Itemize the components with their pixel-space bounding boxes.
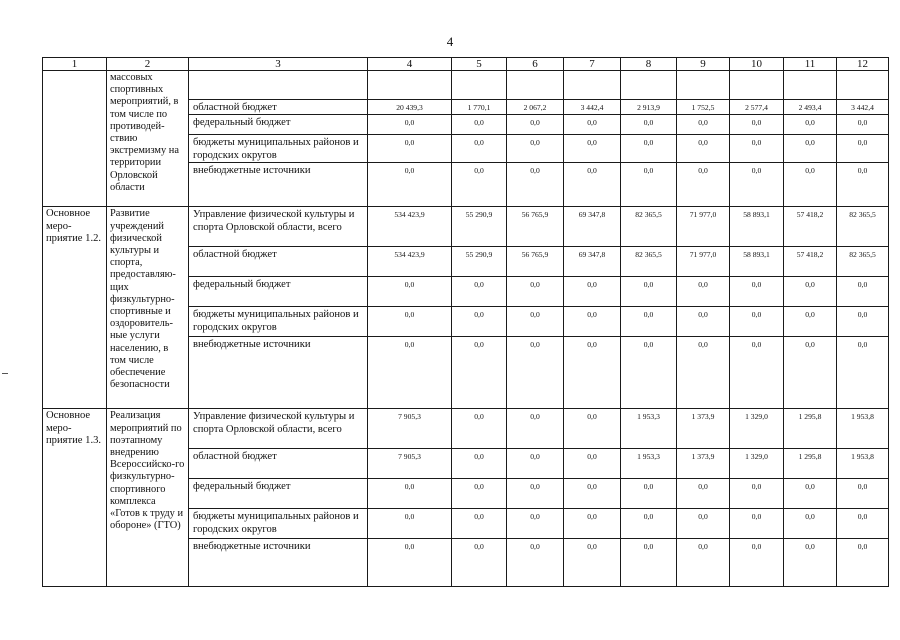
column-header: 5	[452, 58, 507, 71]
funding-source-cell: областной бюджет	[189, 449, 368, 479]
amount-cell: 0,0	[368, 115, 452, 135]
amount-cell: 0,0	[452, 135, 507, 163]
funding-source-cell: внебюджетные источники	[189, 163, 368, 207]
amount-cell: 0,0	[507, 337, 564, 409]
amount-cell: 0,0	[564, 479, 621, 509]
amount-cell: 20 439,3	[368, 100, 452, 115]
amount-cell	[730, 71, 784, 100]
amount-cell: 0,0	[368, 307, 452, 337]
amount-cell: 71 977,0	[677, 247, 730, 277]
activity-name-cell: Реализация мероприятий по поэтапному внедрению Всероссийско-го физкультурно-спортивного комплекса «Готов к труду и обороне» (ГТО)	[107, 409, 189, 587]
amount-cell: 0,0	[564, 277, 621, 307]
amount-cell: 0,0	[507, 479, 564, 509]
column-header: 12	[837, 58, 889, 71]
amount-cell: 0,0	[677, 277, 730, 307]
table-row	[43, 409, 889, 449]
amount-cell: 0,0	[507, 449, 564, 479]
amount-cell: 0,0	[677, 115, 730, 135]
activity-name-cell: массовых спортивных мероприятий, в том числе по противодей-ствию экстремизму на территории Орловской области	[107, 71, 189, 207]
amount-cell: 55 290,9	[452, 247, 507, 277]
amount-cell: 0,0	[784, 163, 837, 207]
amount-cell: 0,0	[368, 277, 452, 307]
amount-cell: 0,0	[368, 509, 452, 539]
amount-cell: 0,0	[730, 163, 784, 207]
amount-cell: 82 365,5	[837, 207, 889, 247]
amount-cell: 0,0	[507, 409, 564, 449]
amount-cell: 1 295,8	[784, 449, 837, 479]
amount-cell: 0,0	[621, 163, 677, 207]
funding-source-cell: федеральный бюджет	[189, 277, 368, 307]
table-row	[43, 71, 889, 100]
activity-code-cell: Основное меро-приятие 1.2.	[43, 207, 107, 409]
column-header: 6	[507, 58, 564, 71]
amount-cell: 57 418,2	[784, 247, 837, 277]
amount-cell: 2 577,4	[730, 100, 784, 115]
funding-source-cell: Управление физической культуры и спорта Орловской области, всего	[189, 207, 368, 247]
column-header: 3	[189, 58, 368, 71]
amount-cell: 0,0	[564, 115, 621, 135]
amount-cell	[368, 71, 452, 100]
header-row	[43, 58, 889, 71]
amount-cell: 1 373,9	[677, 449, 730, 479]
amount-cell: 0,0	[564, 163, 621, 207]
column-header: 11	[784, 58, 837, 71]
amount-cell: 0,0	[677, 163, 730, 207]
amount-cell: 0,0	[730, 307, 784, 337]
amount-cell: 71 977,0	[677, 207, 730, 247]
amount-cell: 0,0	[452, 115, 507, 135]
amount-cell: 3 442,4	[837, 100, 889, 115]
amount-cell: 1 770,1	[452, 100, 507, 115]
amount-cell: 0,0	[677, 135, 730, 163]
amount-cell	[564, 71, 621, 100]
amount-cell: 0,0	[452, 539, 507, 587]
amount-cell: 0,0	[507, 163, 564, 207]
amount-cell: 0,0	[621, 509, 677, 539]
table-body	[43, 58, 889, 587]
amount-cell: 0,0	[368, 479, 452, 509]
activity-name-cell: Развитие учреждений физической культуры и спорта, предоставляю-щих физкультурно-спортивные и оздоровитель-ные услуги населению, в том числе обеспечение безопасности	[107, 207, 189, 409]
amount-cell: 0,0	[621, 135, 677, 163]
amount-cell: 0,0	[452, 337, 507, 409]
amount-cell: 1 295,8	[784, 409, 837, 449]
amount-cell: 0,0	[837, 135, 889, 163]
amount-cell: 0,0	[837, 307, 889, 337]
amount-cell: 0,0	[730, 539, 784, 587]
amount-cell: 0,0	[368, 163, 452, 207]
amount-cell: 0,0	[621, 337, 677, 409]
amount-cell: 0,0	[368, 337, 452, 409]
amount-cell: 1 373,9	[677, 409, 730, 449]
amount-cell: 0,0	[452, 277, 507, 307]
amount-cell: 7 905,3	[368, 409, 452, 449]
amount-cell: 0,0	[564, 449, 621, 479]
amount-cell: 0,0	[621, 479, 677, 509]
amount-cell: 0,0	[452, 307, 507, 337]
amount-cell: 0,0	[507, 509, 564, 539]
amount-cell	[621, 71, 677, 100]
amount-cell	[677, 71, 730, 100]
amount-cell: 1 953,8	[837, 449, 889, 479]
amount-cell: 0,0	[784, 509, 837, 539]
amount-cell: 1 752,5	[677, 100, 730, 115]
amount-cell: 0,0	[730, 135, 784, 163]
amount-cell: 0,0	[564, 135, 621, 163]
funding-source-cell: федеральный бюджет	[189, 479, 368, 509]
amount-cell: 0,0	[784, 307, 837, 337]
amount-cell: 0,0	[452, 449, 507, 479]
funding-source-cell: федеральный бюджет	[189, 115, 368, 135]
amount-cell: 2 493,4	[784, 100, 837, 115]
amount-cell	[784, 71, 837, 100]
amount-cell: 0,0	[677, 337, 730, 409]
funding-source-cell	[189, 71, 368, 100]
amount-cell: 1 953,3	[621, 449, 677, 479]
amount-cell: 0,0	[507, 277, 564, 307]
amount-cell: 0,0	[837, 115, 889, 135]
amount-cell: 0,0	[784, 115, 837, 135]
amount-cell: 82 365,5	[621, 247, 677, 277]
funding-source-cell: бюджеты муниципальных районов и городских округов	[189, 135, 368, 163]
column-header: 2	[107, 58, 189, 71]
amount-cell: 0,0	[730, 277, 784, 307]
amount-cell: 0,0	[507, 115, 564, 135]
amount-cell: 0,0	[452, 409, 507, 449]
funding-source-cell: областной бюджет	[189, 100, 368, 115]
amount-cell: 0,0	[837, 479, 889, 509]
funding-source-cell: областной бюджет	[189, 247, 368, 277]
amount-cell: 0,0	[564, 539, 621, 587]
amount-cell: 0,0	[452, 509, 507, 539]
amount-cell: 0,0	[368, 135, 452, 163]
funding-source-cell: Управление физической культуры и спорта Орловской области, всего	[189, 409, 368, 449]
amount-cell: 0,0	[677, 307, 730, 337]
column-header: 9	[677, 58, 730, 71]
amount-cell: 0,0	[564, 307, 621, 337]
amount-cell: 1 329,0	[730, 409, 784, 449]
budget-table	[42, 57, 889, 587]
amount-cell: 0,0	[784, 337, 837, 409]
amount-cell: 534 423,9	[368, 207, 452, 247]
amount-cell: 57 418,2	[784, 207, 837, 247]
amount-cell: 0,0	[730, 479, 784, 509]
amount-cell: 3 442,4	[564, 100, 621, 115]
amount-cell: 0,0	[452, 479, 507, 509]
amount-cell: 0,0	[621, 277, 677, 307]
amount-cell: 0,0	[784, 277, 837, 307]
amount-cell: 1 953,3	[621, 409, 677, 449]
amount-cell	[837, 71, 889, 100]
amount-cell: 0,0	[730, 337, 784, 409]
activity-code-cell	[43, 71, 107, 207]
amount-cell: 1 953,8	[837, 409, 889, 449]
amount-cell: 0,0	[837, 509, 889, 539]
activity-code-cell: Основное меро-приятие 1.3.	[43, 409, 107, 587]
amount-cell: 0,0	[452, 163, 507, 207]
table-row	[43, 207, 889, 247]
amount-cell: 0,0	[677, 509, 730, 539]
amount-cell: 82 365,5	[837, 247, 889, 277]
margin-mark	[2, 373, 8, 374]
amount-cell: 0,0	[621, 539, 677, 587]
amount-cell: 0,0	[784, 479, 837, 509]
amount-cell: 0,0	[730, 115, 784, 135]
amount-cell: 82 365,5	[621, 207, 677, 247]
amount-cell: 0,0	[368, 539, 452, 587]
amount-cell: 0,0	[507, 539, 564, 587]
column-header: 4	[368, 58, 452, 71]
amount-cell: 0,0	[837, 163, 889, 207]
column-header: 1	[43, 58, 107, 71]
column-header: 7	[564, 58, 621, 71]
amount-cell	[507, 71, 564, 100]
amount-cell: 1 329,0	[730, 449, 784, 479]
page-number: 4	[446, 34, 454, 49]
amount-cell: 69 347,8	[564, 247, 621, 277]
amount-cell: 2 067,2	[507, 100, 564, 115]
amount-cell: 0,0	[621, 115, 677, 135]
funding-source-cell: внебюджетные источники	[189, 337, 368, 409]
amount-cell: 0,0	[564, 409, 621, 449]
amount-cell: 0,0	[730, 509, 784, 539]
amount-cell: 0,0	[507, 307, 564, 337]
amount-cell: 56 765,9	[507, 247, 564, 277]
amount-cell: 0,0	[507, 135, 564, 163]
amount-cell: 0,0	[784, 539, 837, 587]
amount-cell: 0,0	[837, 337, 889, 409]
funding-source-cell: бюджеты муниципальных районов и городских округов	[189, 509, 368, 539]
amount-cell: 58 893,1	[730, 247, 784, 277]
amount-cell	[452, 71, 507, 100]
amount-cell: 0,0	[677, 539, 730, 587]
amount-cell: 534 423,9	[368, 247, 452, 277]
column-header: 10	[730, 58, 784, 71]
amount-cell: 56 765,9	[507, 207, 564, 247]
amount-cell: 2 913,9	[621, 100, 677, 115]
amount-cell: 0,0	[784, 135, 837, 163]
amount-cell: 0,0	[564, 509, 621, 539]
amount-cell: 0,0	[564, 337, 621, 409]
amount-cell: 58 893,1	[730, 207, 784, 247]
amount-cell: 7 905,3	[368, 449, 452, 479]
funding-source-cell: внебюджетные источники	[189, 539, 368, 587]
column-header: 8	[621, 58, 677, 71]
amount-cell: 0,0	[837, 539, 889, 587]
amount-cell: 0,0	[837, 277, 889, 307]
funding-source-cell: бюджеты муниципальных районов и городских округов	[189, 307, 368, 337]
amount-cell: 55 290,9	[452, 207, 507, 247]
amount-cell: 69 347,8	[564, 207, 621, 247]
amount-cell: 0,0	[621, 307, 677, 337]
amount-cell: 0,0	[677, 479, 730, 509]
